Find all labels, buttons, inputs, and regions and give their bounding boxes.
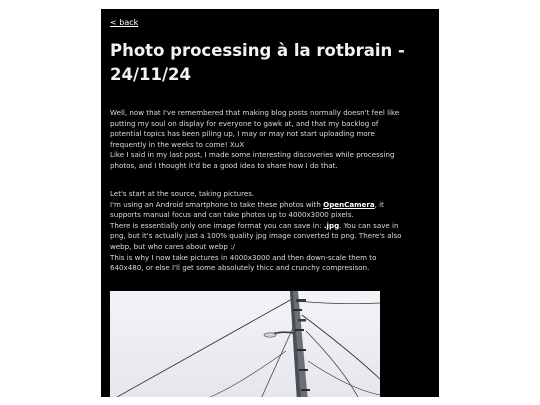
section-line-with-link <box>110 200 432 211</box>
post-title-line-1: Photo processing à la rotbrain - <box>110 41 405 60</box>
section-line: Let's start at the source, taking pictures. <box>110 189 255 198</box>
section-line: 640x480, or else I'll get some absolutely thicc and crunchy compresison. <box>110 263 370 273</box>
camera-section-paragraph <box>110 189 432 274</box>
section-line: webp, but who cares about webp :/ <box>110 241 235 251</box>
post-title <box>110 39 430 87</box>
intro-line: photos, and I thought it'd be a good idea to share how I do that. <box>110 160 338 170</box>
intro-line: potential topics has been piling up, I may or may not start uploading more <box>110 129 375 139</box>
utility-pole-image <box>110 291 380 397</box>
intro-line: Like I said in my last post, I made some interesting discoveries while processing <box>110 150 395 160</box>
intro-line: frequently in the weeks to come! XuX <box>110 139 245 149</box>
intro-paragraph <box>110 108 432 172</box>
section-text: . You can save in <box>339 220 399 230</box>
opencamera-link[interactable]: OpenCamera <box>323 199 375 209</box>
intro-line: Well, now that I've remembered that making blog posts normally doesn't feel like <box>110 108 400 117</box>
back-link[interactable]: < back <box>110 18 139 27</box>
blog-post-page <box>101 9 439 397</box>
section-line: supports manual focus and can take photos up to 4000x3000 pixels. <box>110 210 354 220</box>
section-line: This is why I now take pictures in 4000x3000 and then down-scale them to <box>110 252 377 262</box>
intro-line: putting my soul on display for everyone to gawk at, and that my backlog of <box>110 118 379 128</box>
section-text: I'm using an Android smartphone to take these photos with <box>110 199 324 209</box>
section-line-with-format <box>110 221 432 232</box>
post-title-date: 24/11/24 <box>110 65 191 84</box>
section-text: There is essentially only one image format you can save in: <box>110 220 324 230</box>
section-line: png, but it's actually just a 100% quality jpg image converted to png. There's also <box>110 231 402 241</box>
jpg-format-label: .jpg <box>323 220 340 230</box>
section-text: , it <box>374 199 384 209</box>
utility-pole-photo <box>110 291 380 397</box>
